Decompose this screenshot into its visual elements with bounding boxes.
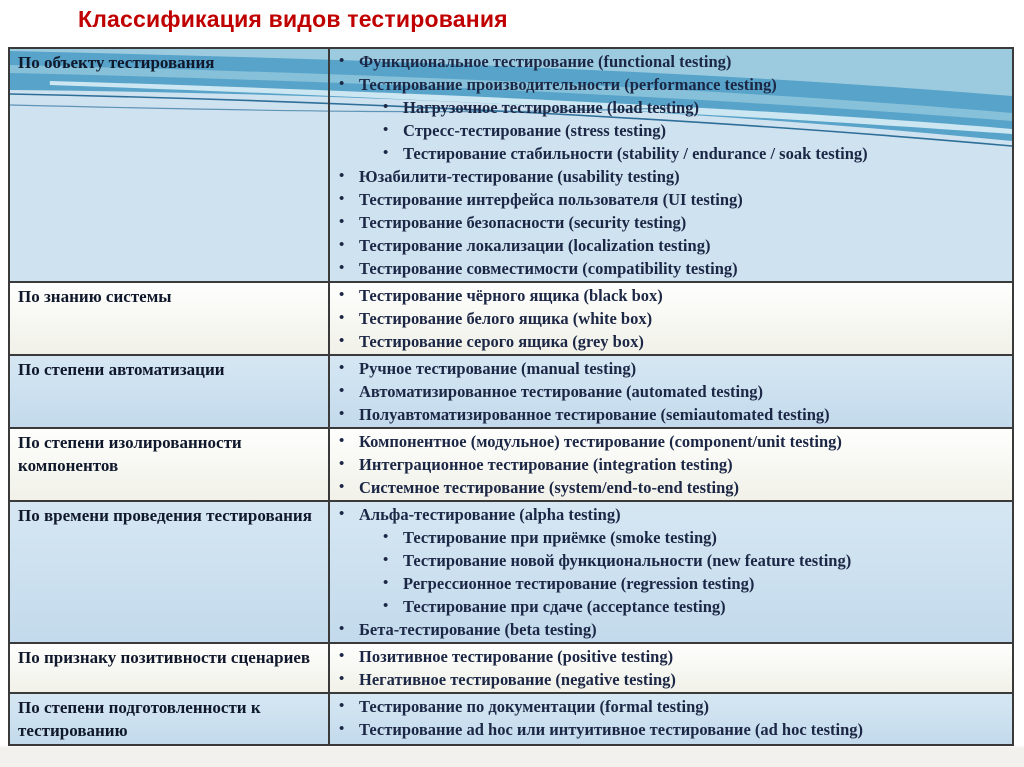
test-type-label: Интеграционное тестирование (integration testing) — [359, 455, 733, 474]
test-type-label: Функциональное тестирование (functional testing) — [359, 52, 732, 71]
test-type-label: Полуавтоматизированное тестирование (semiautomated testing) — [359, 405, 830, 424]
items-cell — [330, 283, 1012, 354]
test-type-item — [330, 234, 1008, 257]
bullet-icon: • — [383, 99, 389, 115]
bullet-icon: • — [339, 237, 345, 253]
category-cell: По объекту тестирования — [10, 49, 330, 281]
items-cell — [330, 694, 1012, 744]
test-type-item — [330, 645, 1008, 668]
bullet-icon: • — [339, 671, 345, 687]
items-cell — [330, 502, 1012, 642]
test-type-item — [330, 476, 1008, 499]
test-type-label: Тестирование стабильности (stability / endurance / soak testing) — [403, 144, 868, 163]
test-type-item — [330, 430, 1008, 453]
bullet-icon: • — [339, 360, 345, 376]
test-type-label: Негативное тестирование (negative testing) — [359, 670, 676, 689]
slide-title: Классификация видов тестирования — [78, 6, 508, 32]
bullet-icon: • — [383, 598, 389, 614]
bullet-icon: • — [339, 406, 345, 422]
bullet-icon: • — [339, 53, 345, 69]
items-cell — [330, 49, 1012, 281]
bullet-icon: • — [339, 456, 345, 472]
test-type-label: Тестирование при сдаче (acceptance testing) — [403, 597, 726, 616]
test-type-item — [330, 549, 1008, 572]
bullet-icon: • — [339, 621, 345, 637]
test-type-label: Нагрузочное тестирование (load testing) — [403, 98, 699, 117]
bullet-icon: • — [339, 479, 345, 495]
bullet-icon: • — [339, 698, 345, 714]
test-type-item — [330, 403, 1008, 426]
bullet-icon: • — [339, 287, 345, 303]
test-type-label: Тестирование совместимости (compatibility testing) — [359, 259, 738, 278]
test-type-label: Тестирование при приёмке (smoke testing) — [403, 528, 717, 547]
bullet-icon: • — [383, 145, 389, 161]
test-type-label: Регрессионное тестирование (regression testing) — [403, 574, 755, 593]
test-type-label: Бета-тестирование (beta testing) — [359, 620, 597, 639]
category-cell: По знанию системы — [10, 283, 330, 354]
bullet-icon: • — [339, 383, 345, 399]
bullet-icon: • — [339, 191, 345, 207]
test-type-item — [330, 211, 1008, 234]
test-type-item — [330, 284, 1008, 307]
test-type-item — [330, 572, 1008, 595]
bullet-icon: • — [339, 648, 345, 664]
test-type-item — [330, 718, 1008, 741]
test-type-label: Тестирование интерфейса пользователя (UI testing) — [359, 190, 743, 209]
test-type-item — [330, 307, 1008, 330]
test-type-item — [330, 526, 1008, 549]
test-type-item — [330, 595, 1008, 618]
test-type-label: Компонентное (модульное) тестирование (component/unit testing) — [359, 432, 842, 451]
bullet-icon: • — [339, 76, 345, 92]
test-type-item — [330, 50, 1008, 73]
bullet-icon: • — [339, 721, 345, 737]
test-type-item — [330, 96, 1008, 119]
test-type-item — [330, 73, 1008, 96]
test-type-label: Системное тестирование (system/end-to-end testing) — [359, 478, 740, 497]
test-type-label: Тестирование производительности (performance testing) — [359, 75, 777, 94]
test-type-item — [330, 618, 1008, 641]
test-type-item — [330, 453, 1008, 476]
bullet-icon: • — [383, 122, 389, 138]
test-type-label: Альфа-тестирование (alpha testing) — [359, 505, 621, 524]
test-type-label: Позитивное тестирование (positive testing) — [359, 647, 674, 666]
bullet-icon: • — [383, 575, 389, 591]
category-cell: По признаку позитивности сценариев — [10, 644, 330, 692]
items-cell — [330, 429, 1012, 500]
test-type-label: Тестирование чёрного ящика (black box) — [359, 286, 663, 305]
category-cell: По времени проведения тестирования — [10, 502, 330, 642]
test-type-item — [330, 257, 1008, 280]
test-type-item — [330, 142, 1008, 165]
category-cell: По степени изолированности компонентов — [10, 429, 330, 500]
table-section-4 — [10, 427, 1012, 500]
table-section-1 — [10, 49, 1012, 281]
table-section-5 — [10, 500, 1012, 642]
table-section-6 — [10, 642, 1012, 692]
test-type-item — [330, 668, 1008, 691]
category-cell: По степени автоматизации — [10, 356, 330, 427]
items-cell — [330, 644, 1012, 692]
table-section-2 — [10, 281, 1012, 354]
test-type-item — [330, 695, 1008, 718]
test-type-label: Автоматизированное тестирование (automated testing) — [359, 382, 764, 401]
test-type-label: Тестирование безопасности (security testing) — [359, 213, 687, 232]
bullet-icon: • — [339, 433, 345, 449]
test-type-label: Ручное тестирование (manual testing) — [359, 359, 637, 378]
bullet-icon: • — [339, 506, 345, 522]
bullet-icon: • — [339, 310, 345, 326]
test-type-item — [330, 357, 1008, 380]
test-type-label: Тестирование серого ящика (grey box) — [359, 332, 644, 351]
bullet-icon: • — [383, 529, 389, 545]
category-cell: По степени подготовленности к тестированию — [10, 694, 330, 744]
test-type-label: Тестирование по документации (formal testing) — [359, 697, 710, 716]
bullet-icon: • — [339, 333, 345, 349]
bullet-icon: • — [339, 168, 345, 184]
table-section-7 — [10, 692, 1012, 744]
test-type-item — [330, 380, 1008, 403]
test-type-label: Тестирование белого ящика (white box) — [359, 309, 653, 328]
test-type-item — [330, 330, 1008, 353]
test-type-label: Юзабилити-тестирование (usability testing) — [359, 167, 680, 186]
test-type-item — [330, 503, 1008, 526]
test-type-item — [330, 119, 1008, 142]
bullet-icon: • — [339, 214, 345, 230]
test-type-label: Тестирование ad hoc или интуитивное тестирование (ad hoc testing) — [359, 720, 864, 739]
table-section-3 — [10, 354, 1012, 427]
test-type-label: Стресс-тестирование (stress testing) — [403, 121, 667, 140]
classification-table — [8, 47, 1014, 746]
test-type-item — [330, 165, 1008, 188]
test-type-item — [330, 188, 1008, 211]
test-type-label: Тестирование новой функциональности (new feature testing) — [403, 551, 852, 570]
test-type-label: Тестирование локализации (localization testing) — [359, 236, 711, 255]
bullet-icon: • — [339, 260, 345, 276]
items-cell — [330, 356, 1012, 427]
bullet-icon: • — [383, 552, 389, 568]
